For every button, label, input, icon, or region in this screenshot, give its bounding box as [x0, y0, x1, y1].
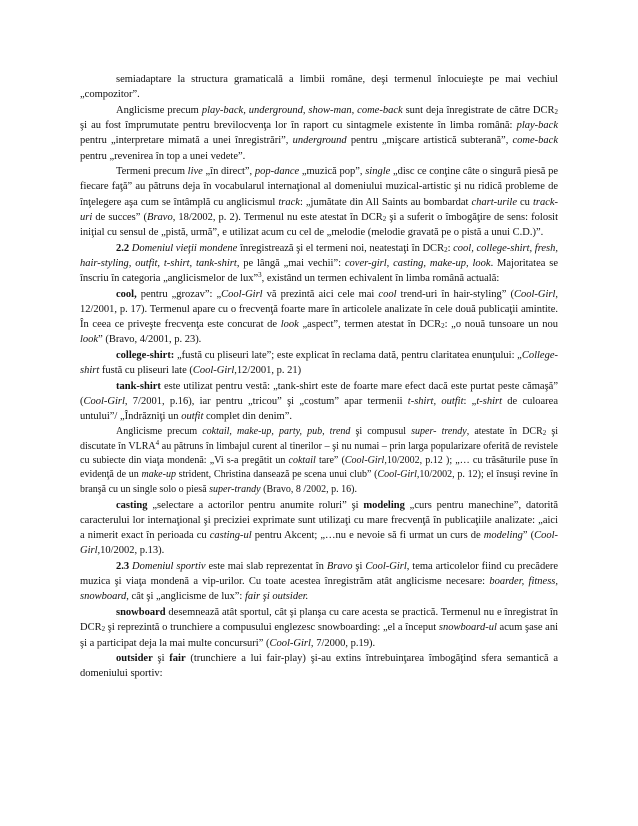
text-run: vă prezintă aici cele mai — [262, 288, 379, 300]
term-entry-college-shirt — [80, 348, 558, 378]
text-run: , 12/2001, p. 17). Termenul apare cu o frecvenţă foarte mare în articolele analizate în cele două publicaţii amintite. În ceea ce priveşte frecvenţa este concurat de — [80, 288, 558, 331]
italic-text: cool — [378, 288, 397, 300]
italic-text: play-back, underground, show-man, come-back — [201, 104, 403, 116]
text-run: 7/2000, p.19). — [313, 637, 376, 649]
text-run: acum şase ani şi a participat deja la mai multe concursuri” ( — [80, 622, 559, 649]
italic-text: boarder, fitness, snowboard — [80, 576, 558, 603]
text-run: sunt deja înregistrate de către DCR — [402, 104, 555, 116]
text-run: , existând un termen echivalent în limba română actuală: — [261, 273, 500, 285]
document-page — [80, 72, 558, 682]
bold-term: college-shirt: — [116, 350, 175, 362]
text-run: cu — [517, 196, 533, 208]
text-run: . Majoritatea se înscriu în categoria „anglicismelor de lux” — [80, 257, 558, 285]
text-run: , atestate în DCR — [466, 426, 543, 438]
term-entry-snowboard — [80, 605, 558, 651]
text-run: Anglicisme precum — [116, 426, 203, 438]
italic-text: Bravo — [147, 211, 173, 223]
italic-text: Cool-Girl — [365, 561, 407, 573]
bold-term: tank-shirt — [116, 381, 161, 393]
text-run: semiadaptare la structura gramaticală a limbii române, deşi termenul înlocuieşte pe mai vechiul „compozitor”. — [80, 74, 558, 101]
italic-text: Cool-Girl — [513, 288, 556, 300]
italic-text: Domeniul sportiv — [132, 561, 206, 573]
italic-text: live — [187, 166, 203, 178]
text-run: , 7/2001, p.16), iar pentru „tricou” şi „costum” apar termenii — [124, 396, 408, 408]
text-run: Termeni precum — [116, 166, 188, 178]
italic-text: track-uri — [80, 196, 559, 223]
text-run: ” (Bravo, 4/2001, p. 23). — [98, 334, 202, 346]
text-run: şi a suferit o îmbogăţire de sens: folosit iniţial cu sensul de „pistă, urmă”, e utilizat acum cu cel de „melodie (melodie gravată pe o pistă a unui C.D.)”. — [80, 211, 558, 239]
italic-text: underground — [292, 135, 347, 147]
subscript: 2 — [101, 625, 106, 634]
bold-term: casting — [116, 499, 148, 511]
text-run: este mai slab reprezentat în — [205, 561, 327, 573]
italic-text: snowboard-ul — [438, 622, 497, 634]
text-run: şi discutate în VLRA — [80, 426, 558, 452]
italic-text: Cool-Girl, — [269, 637, 314, 649]
bold-term: cool, — [116, 288, 137, 300]
italic-text: Bravo — [326, 561, 353, 573]
text-run: şi — [152, 653, 170, 665]
italic-text: look — [80, 334, 99, 346]
subscript: 2 — [441, 322, 445, 331]
italic-text: fair şi outsider. — [244, 591, 309, 603]
paragraph — [80, 425, 558, 497]
text-run: şi — [352, 561, 366, 573]
text-run: este utilizat pentru vestă: „tank-shirt este de foarte mare efect dacă este purtat peste cămaşă” ( — [80, 381, 558, 408]
italic-text: cover-girl, casting, make-up, look — [344, 257, 491, 269]
text-run: fustă cu pliseuri late ( — [99, 365, 193, 377]
text-run: „curs pentru manechine”, datorită caracterului lor internaţional şi preciziei exprimate sunt utilizaţi cu mare frecvenţă în publicaţiile analizate: „aici a nimerit exact în perioada cu — [80, 499, 558, 542]
section-heading-paragraph — [80, 241, 558, 287]
bold-term: 2.2 — [116, 242, 132, 254]
italic-text: modeling — [483, 530, 523, 542]
text-run: : „o nouă tunsoare un nou — [444, 319, 558, 331]
text-run: pentru Akcent; „…nu e nevoie să fi urmat un curs de — [251, 530, 484, 542]
text-run: „fustă cu pliseuri late”; este explicat în reclama dată, pentru claritatea enunţului: „ — [174, 350, 522, 362]
italic-text: coktail, make-up, party, pub, trend — [202, 426, 351, 438]
text-run: „selectare a actorilor pentru anumite roluri” şi — [147, 499, 364, 511]
text-run: Anglicisme precum — [116, 104, 202, 116]
italic-text: Cool-Girl — [83, 396, 125, 408]
text-run: 10/2002, p. 12); el însuşi revine în branşă cu un single solo o piesă — [80, 469, 558, 495]
text-run: „aspect”, termen atestat în DCR — [298, 319, 442, 331]
italic-text: super-trandy — [209, 483, 261, 495]
text-run: desemnează atât sportul, cât şi planşa cu care acesta se practică. Termenul nu e înregistrat în DCR — [80, 607, 558, 634]
italic-text: Cool-Girl, — [344, 454, 387, 466]
text-run: , 18/2002, p. 2). Termenul nu este atestat în DCR — [172, 211, 383, 223]
text-run: şi reprezintă o trunchiere a compusului englezesc snowboarding: „el a început — [105, 622, 439, 634]
text-run: pentru „revenirea în top a unei vedete”. — [80, 150, 246, 162]
text-run: pentru „mişcare artistică subterană”, — [346, 135, 513, 147]
italic-text: t-shirt — [476, 396, 503, 408]
text-run: , pe lângă „mai vechii”: — [236, 257, 345, 269]
text-run: şi compusul — [350, 426, 412, 438]
subscript: 2 — [542, 429, 547, 438]
italic-text: outfit — [181, 411, 204, 423]
subscript: 2 — [382, 214, 387, 223]
text-run: (trunchiere a lui fair-play) şi-au extins întrebuinţarea îmbogăţind sfera semantică a domeniului sportiv: — [80, 653, 558, 680]
subscript: 2 — [444, 245, 448, 254]
text-run: ” ( — [522, 530, 535, 542]
text-run: de succes” ( — [92, 211, 148, 223]
section-heading-paragraph — [80, 559, 558, 605]
text-run: au pătruns în limbajul curent al tinerilor – şi nu numai – prin larga popularizare oferită de revistele cu subiecte din viaţa mondenă: „Vi s-a pregătit un — [80, 440, 558, 466]
term-entry-outsider-fair — [80, 651, 558, 681]
italic-text: super- trendy — [411, 426, 467, 438]
text-run: de culoarea untului”/ „Îndrăzniţi un — [80, 396, 559, 423]
italic-text: make-up — [141, 469, 176, 481]
text-run: : „ — [463, 396, 477, 408]
text-run: pentru „grozav”: „ — [136, 288, 222, 300]
term-entry-cool — [80, 287, 558, 348]
text-run: tare” ( — [315, 454, 345, 466]
italic-text: casting-ul — [209, 530, 252, 542]
bold-term: 2.3 — [116, 561, 133, 573]
italic-text: look — [280, 319, 299, 331]
bold-term: fair — [169, 653, 186, 665]
italic-text: chart-urile — [471, 196, 517, 208]
italic-text: t-shirt, outfit — [407, 396, 464, 408]
text-run: „disc ce conţine câte o singură piesă pe fiecare faţă” au pătruns deja în vocabularul internaţional al domeniului muzical-artistic şi nu ridică probleme de înţelegere aşa cum se întâmplă cu anglicismul — [80, 166, 559, 208]
text-run: trend-uri în hair-styling” ( — [396, 288, 514, 300]
italic-text: Cool-Girl, — [377, 469, 420, 481]
text-run: „muzică pop”, — [299, 166, 366, 178]
italic-text: play-back — [516, 120, 558, 132]
text-run: (Bravo, 8 /2002, p. 16). — [260, 483, 357, 495]
text-run: strident, Christina dansează pe scena unui club” ( — [175, 469, 378, 481]
text-run: : „jumătate din All Saints au bombardat — [299, 196, 472, 208]
paragraph — [80, 164, 558, 240]
text-run: ,12/2001, p. 21) — [234, 365, 302, 377]
footnote-ref: 4 — [155, 438, 160, 447]
bold-term: modeling — [363, 499, 405, 511]
text-run: : — [447, 242, 454, 254]
bold-term: outsider — [116, 653, 153, 665]
italic-text: come-back — [512, 135, 558, 147]
text-run: 10/2002, p.13). — [100, 545, 165, 557]
italic-text: coktail — [288, 454, 316, 466]
term-entry-casting-modeling — [80, 498, 558, 559]
term-entry-tank-shirt — [80, 379, 558, 425]
text-run: , tema articolelor fiind cu precădere muzica şi viaţa mondenă a vip-urilor. Cu toate acestea înregistrăm atât anglicisme necesare: — [80, 561, 559, 588]
italic-text: Cool-Girl, — [80, 530, 558, 557]
italic-text: track — [278, 196, 300, 208]
text-run: „în direct”, — [202, 166, 255, 178]
text-run: pentru „interpretare mimată a unei înregistrări”, — [80, 135, 293, 147]
italic-text: single — [365, 166, 391, 178]
bold-term: snowboard — [116, 607, 166, 619]
subscript: 2 — [554, 107, 558, 116]
paragraph — [80, 103, 558, 164]
text-run: 10/2002, p.12 ); „… cu trăsăturile puse în evidenţă de un — [80, 454, 558, 481]
italic-text: College-shirt — [80, 350, 558, 377]
text-run: , cât şi „anglicisme de lux”: — [126, 591, 245, 603]
italic-text: Cool-Girl — [192, 365, 235, 377]
italic-text: cool, college-shirt, fresh, hair-styling, outfit, t-shirt, tank-shirt — [80, 242, 559, 269]
paragraph — [80, 72, 558, 102]
footnote-ref: 3 — [258, 271, 262, 280]
italic-text: Cool-Girl — [221, 288, 263, 300]
italic-text: pop-dance — [254, 166, 300, 178]
text-run: înregistrează şi el termeni noi, neatestaţi în DCR — [237, 242, 445, 254]
text-run: complet din denim”. — [203, 411, 293, 423]
text-run: şi au fost împrumutate pentru brevilocvenţa lor în raport cu sintagmele existente în limba română: — [80, 120, 517, 132]
italic-text: Domeniul vieţii mondene — [131, 242, 238, 254]
